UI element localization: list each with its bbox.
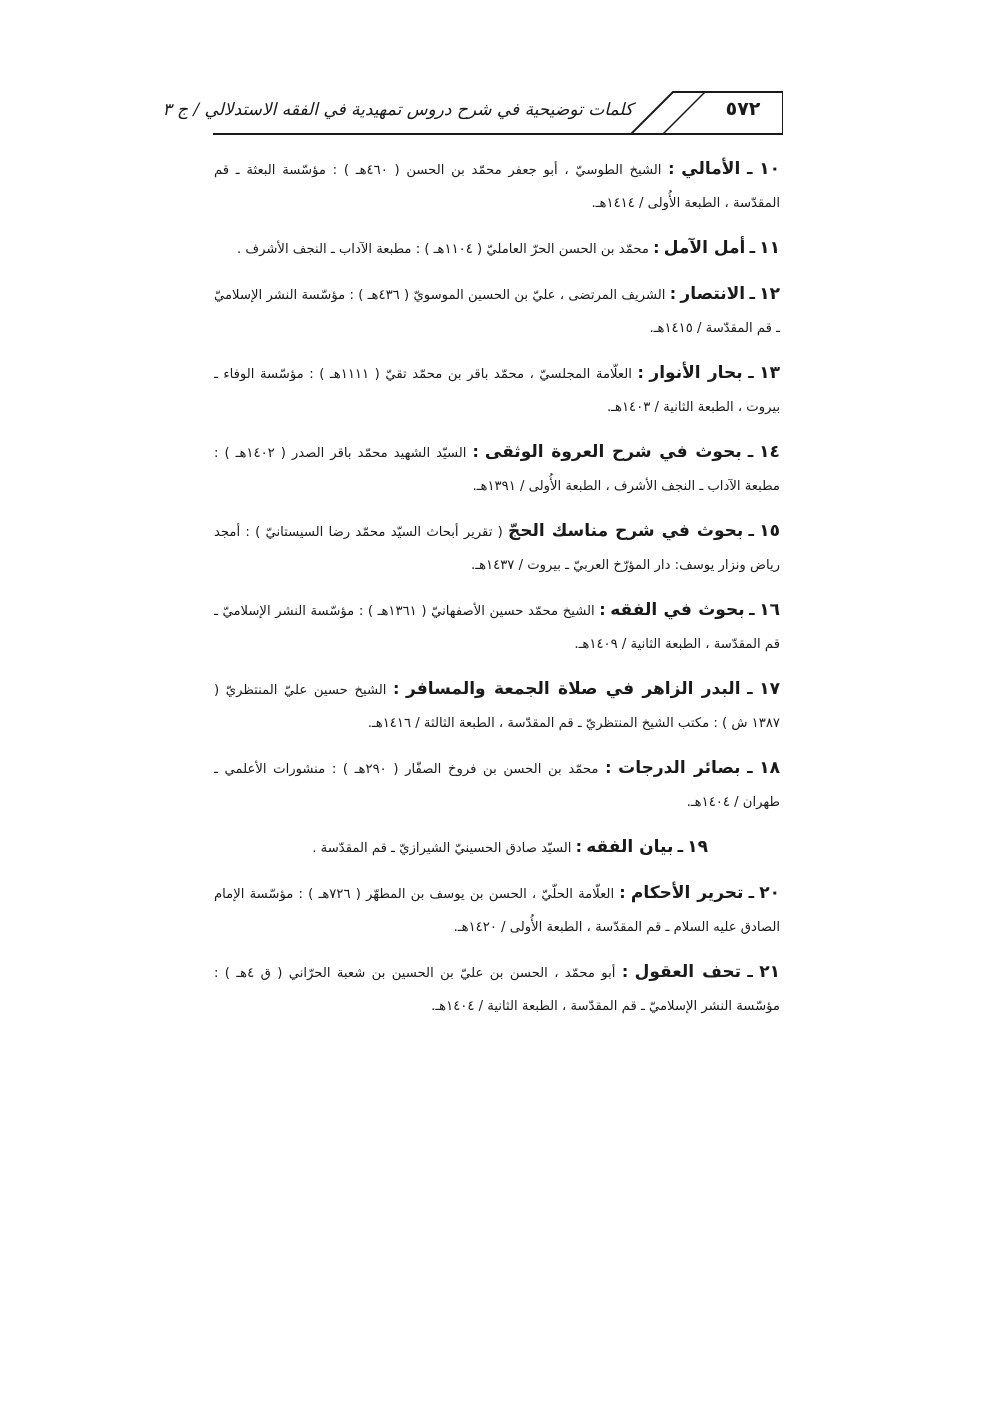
entry-dash: ـ	[749, 284, 755, 303]
entry-text: ( تقرير أبحاث السيّد محمّد رضا السيستانيّ ) : أمجد رياض ونزار يوسف: دار المؤرّخ العربيّ ـ بيروت / ١٤٣٧هـ.	[214, 525, 780, 573]
bibliography-entry	[214, 514, 780, 582]
entry-text: محمّد بن الحسن بن فروخ الصفّار ( ٢٩٠هـ ) : منشورات الأعلمي ـ طهران / ١٤٠٤هـ.	[214, 762, 780, 810]
bibliography-list	[214, 152, 780, 1034]
entry-title: تحرير الأحكام	[630, 883, 744, 903]
entry-text: محمّد بن الحسن الحرّ العامليّ ( ١١٠٤هـ ) : مطبعة الآداب ـ النجف الأشرف .	[237, 242, 654, 257]
entry-number: ١٦	[759, 600, 780, 620]
entry-title: تحف العقول	[634, 962, 742, 982]
entry-number: ١٧	[759, 679, 780, 699]
bibliography-entry	[214, 435, 780, 503]
entry-number: ١٩	[687, 837, 708, 857]
entry-text: السيّد صادق الحسينيّ الشيرازيّ ـ قم المقدّسة .	[312, 841, 576, 856]
bibliography-entry	[214, 593, 780, 661]
entry-colon: :	[605, 758, 612, 777]
entry-colon: :	[668, 159, 675, 178]
entry-text: أبو محمّد ، الحسن بن عليّ بن الحسين بن شعبة الحرّاني ( ق ٤هـ ) : مؤسّسة النشر الإسلاميّ ـ قم المقدّسة ، الطبعة الثانية / ١٤٠٤هـ.	[214, 966, 780, 1014]
entry-colon: :	[393, 679, 400, 698]
bibliography-entry	[214, 277, 780, 345]
entry-text: الشيخ حسين عليّ المنتظريّ ( ١٣٨٧ ش ) : مكتب الشيخ المنتظريّ ـ قم المقدّسة ، الطبعة الثالثة / ١٤١٦هـ.	[214, 683, 780, 731]
entry-dash: ـ	[747, 962, 753, 981]
entry-colon: :	[653, 238, 660, 257]
entry-colon: :	[637, 363, 644, 382]
entry-title: أمل الآمل	[663, 238, 746, 258]
entry-number: ١٨	[759, 758, 780, 778]
entry-title: بحوث في شرح مناسك الحجّ	[508, 521, 744, 541]
entry-number: ١١	[759, 238, 780, 258]
bibliography-entry	[214, 356, 780, 424]
entry-number: ١٤	[759, 442, 780, 462]
entry-colon: :	[472, 442, 479, 461]
entry-number: ٢٠	[759, 883, 780, 903]
entry-title: الانتصار	[680, 284, 746, 304]
entry-title: البدر الزاهر في صلاة الجمعة والمسافر	[406, 679, 741, 699]
entry-number: ٢١	[759, 962, 780, 982]
entry-colon: :	[669, 284, 677, 303]
entry-text: العلّامة المجلسيّ ، محمّد باقر بن محمّد تقيّ ( ١١١١هـ ) : مؤسّسة الوفاء ـ بيروت ، الطبعة الثانية / ١٤٠٣هـ.	[214, 367, 780, 415]
entry-dash: ـ	[747, 679, 753, 698]
entry-number: ١٠	[759, 159, 780, 179]
entry-colon: :	[599, 600, 606, 619]
entry-text: السيّد الشهيد محمّد باقر الصدر ( ١٤٠٢هـ ) : مطبعة الآداب ـ النجف الأشرف ، الطبعة الأُولى / ١٣٩١هـ.	[214, 446, 780, 494]
entry-title: بحوث في شرح العروة الوثقى	[484, 442, 742, 462]
entry-dash: ـ	[749, 238, 756, 257]
entry-dash: ـ	[748, 363, 754, 382]
entry-text: الشريف المرتضى ، عليّ بن الحسين الموسويّ ( ٤٣٦هـ ) : مؤسّسة النشر الإسلاميّ ـ قم المقدّسة / ١٤١٥هـ.	[214, 288, 780, 336]
entry-dash: ـ	[749, 600, 755, 619]
entry-colon: :	[619, 883, 626, 902]
bibliography-entry	[214, 152, 780, 220]
entry-title: بحوث في الفقه	[610, 600, 745, 620]
bibliography-entry	[214, 955, 780, 1023]
entry-colon: :	[575, 837, 583, 856]
entry-dash: ـ	[747, 159, 753, 178]
entry-title: بحار الأنوار	[649, 363, 743, 383]
bibliography-entry	[214, 876, 780, 944]
entry-number: ١٢	[759, 284, 780, 304]
running-title: كلمات توضيحية في شرح دروس تمهيدية في الفقه الاستدلالي / ج ٣	[162, 100, 633, 120]
entry-dash: ـ	[747, 758, 753, 777]
page-header	[162, 88, 783, 136]
entry-colon: :	[621, 962, 629, 981]
bibliography-entry	[214, 830, 780, 865]
entry-title: الأمالي	[681, 159, 741, 179]
entry-dash: ـ	[748, 883, 755, 902]
entry-title: بصائر الدرجات	[618, 758, 741, 778]
entry-number: ١٣	[759, 363, 780, 383]
entry-number: ١٥	[759, 521, 780, 541]
entry-dash: ـ	[748, 521, 754, 540]
page-number: ٥٧٢	[725, 98, 761, 120]
bibliography-entry	[214, 231, 780, 266]
entry-title: بيان الفقه	[586, 837, 674, 857]
entry-text: العلّامة الحلّيّ ، الحسن بن يوسف بن المطهّر ( ٧٢٦هـ ) : مؤسّسة الإمام الصادق عليه السلام ـ قم المقدّسة ، الطبعة الأُولى / ١٤٢٠هـ.	[214, 887, 780, 935]
entry-dash: ـ	[747, 442, 754, 461]
entry-text: الشيخ الطوسيّ ، أبو جعفر محمّد بن الحسن ( ٤٦٠هـ ) : مؤسّسة البعثة ـ قم المقدّسة ، الطبعة الأُولى / ١٤١٤هـ.	[214, 163, 780, 211]
entry-text: الشيخ محمّد حسين الأصفهانيّ ( ١٣٦١هـ ) : مؤسّسة النشر الإسلاميّ ـ قم المقدّسة ، الطبعة الثانية / ١٤٠٩هـ.	[214, 604, 780, 652]
entry-dash: ـ	[677, 837, 684, 856]
bibliography-entry	[214, 672, 780, 740]
bibliography-entry	[214, 751, 780, 819]
